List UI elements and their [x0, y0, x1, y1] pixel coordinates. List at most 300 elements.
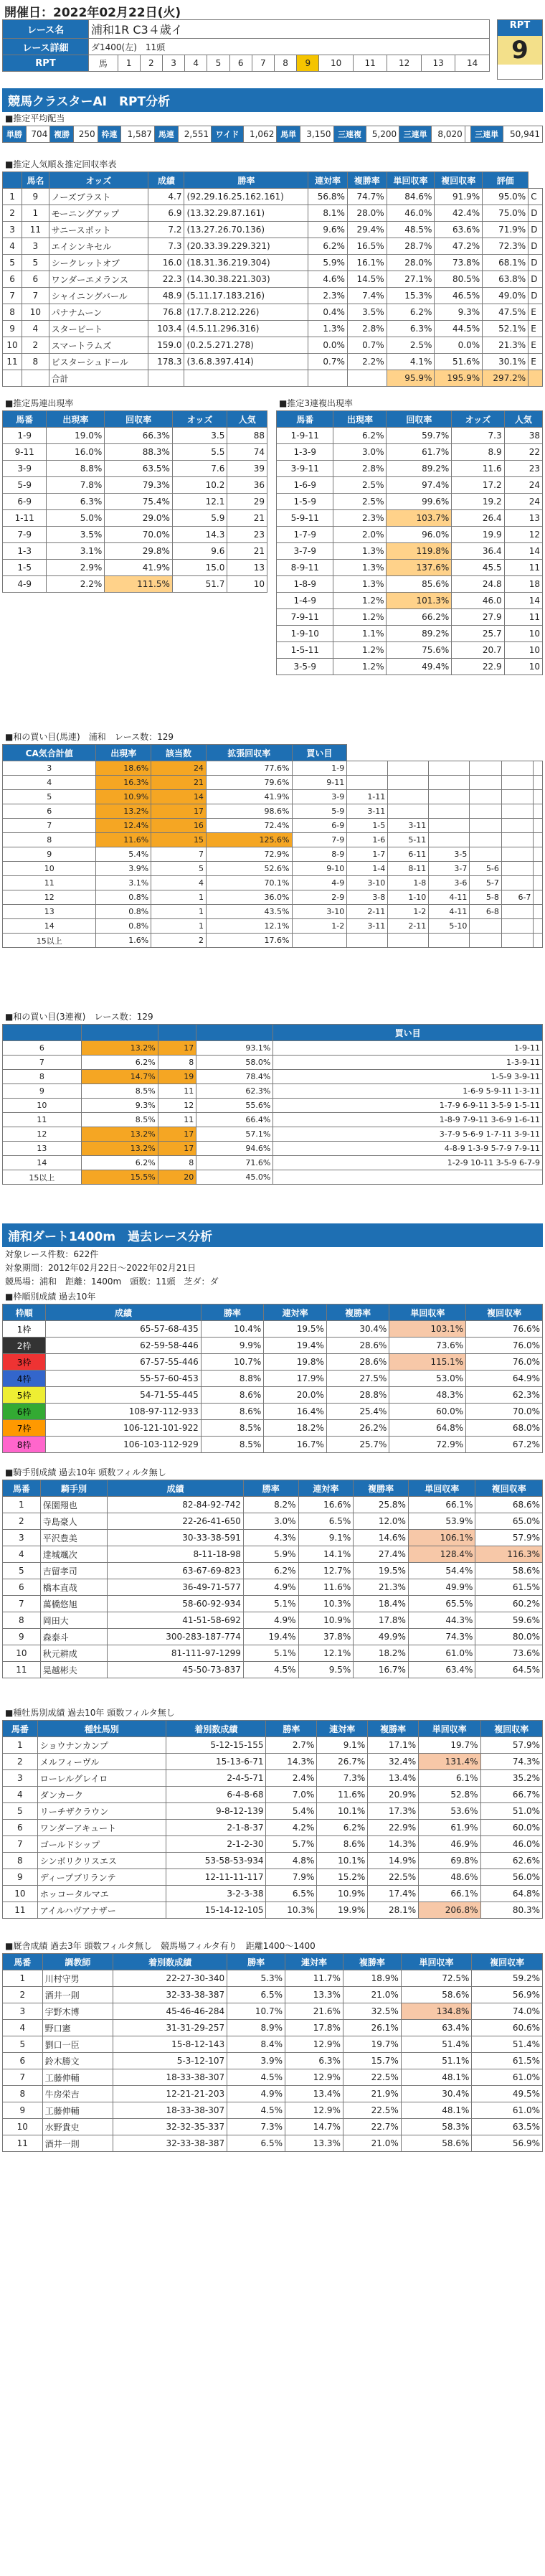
table-cell: 89.2%	[387, 626, 452, 642]
table-row	[3, 1853, 543, 1869]
table-cell: 64.9%	[466, 1371, 543, 1387]
table-cell: 57.9%	[480, 1737, 542, 1754]
table-cell: 79.6%	[206, 776, 292, 790]
table-cell: 10	[3, 2119, 43, 2135]
table-cell: 3.5%	[347, 304, 387, 321]
table-cell: 7	[3, 2069, 43, 2086]
table-cell: 76.8	[148, 304, 184, 321]
table-cell: 5	[3, 255, 22, 271]
table-cell: 6.2%	[243, 1563, 298, 1579]
table-cell: 10	[227, 576, 267, 593]
table-cell: 0.0%	[308, 337, 348, 354]
table-cell	[529, 370, 543, 387]
table-cell: 19.7%	[343, 2036, 401, 2053]
table-cell: D	[529, 222, 543, 238]
table-cell: 36.4	[452, 543, 504, 560]
table-cell: 43.5%	[206, 905, 292, 919]
table-cell	[347, 934, 388, 948]
table-cell: 53.0%	[389, 1371, 466, 1387]
rpt-cell: 6	[229, 55, 252, 72]
rpt-cell: 5	[207, 55, 229, 72]
column-header: オッズ	[172, 411, 227, 428]
table-cell: 5.9	[172, 510, 227, 527]
table-cell: 17.8%	[354, 1612, 409, 1629]
table-cell: 19.0%	[47, 428, 105, 444]
table-cell: 74.7%	[347, 189, 387, 205]
table-cell: 17	[151, 804, 207, 819]
table-row	[3, 1070, 543, 1084]
table-cell: 22.5%	[368, 1869, 419, 1886]
table-cell: 1-8	[388, 876, 429, 890]
table-cell: 66.2%	[387, 609, 452, 626]
column-header: 成績	[46, 1305, 202, 1321]
table-cell: 54-71-55-445	[46, 1387, 202, 1404]
table-cell: 46.0%	[480, 1836, 542, 1853]
table-cell: 11	[158, 1113, 196, 1127]
table-cell	[501, 790, 534, 804]
rpt-cell: 2	[140, 55, 162, 72]
table-cell: 24	[504, 477, 542, 494]
table-cell: 1-8-9	[277, 576, 333, 593]
table-row	[3, 1338, 543, 1354]
table-row	[3, 1662, 543, 1678]
table-cell: モーニングアップ	[49, 205, 148, 222]
table-cell: 18.9%	[343, 1970, 401, 1987]
table-cell: 1	[3, 1497, 41, 1513]
table-cell: 1-4-9	[277, 593, 333, 609]
table-cell: 21.6%	[285, 2003, 343, 2020]
table-cell: 9-11	[292, 776, 347, 790]
table-cell: 46.9%	[419, 1836, 480, 1853]
table-cell: 60.0%	[480, 1820, 542, 1836]
table-cell: 21.3%	[354, 1579, 409, 1596]
table-cell: 68.1%	[483, 255, 529, 271]
table-cell: 49.4%	[387, 659, 452, 675]
table-cell: 3-2-3-38	[166, 1886, 266, 1902]
table-cell: スマートラムズ	[49, 337, 148, 354]
table-row	[3, 1629, 543, 1645]
table-cell: 72.9%	[206, 847, 292, 862]
table-row	[3, 461, 267, 477]
table-cell: シンボリクリスエス	[37, 1853, 166, 1869]
table-cell: 94.6%	[196, 1142, 273, 1156]
table-cell: 52.6%	[206, 862, 292, 876]
table-cell: 3-7	[429, 862, 470, 876]
table-cell: 14.3%	[266, 1754, 317, 1770]
table-cell: 5	[22, 255, 49, 271]
table-cell: 16.3%	[96, 776, 151, 790]
table-cell: 84.6%	[387, 189, 435, 205]
table-cell: 6	[3, 1041, 82, 1056]
table-cell: 8.9	[452, 444, 504, 461]
table-row	[3, 354, 543, 370]
table-cell: 酒井一則	[42, 1987, 113, 2003]
table-cell: 22.9%	[368, 1820, 419, 1836]
table-cell: 6.2%	[333, 428, 387, 444]
table-cell: 44.3%	[408, 1612, 475, 1629]
table-cell: 6.2%	[308, 238, 348, 255]
table-cell: 51.7	[172, 576, 227, 593]
table-cell: 6.5%	[227, 1987, 285, 2003]
table-cell: 19.2	[452, 494, 504, 510]
table-cell: 23	[504, 461, 542, 477]
table-cell: 6.2%	[317, 1820, 368, 1836]
table-row	[3, 804, 543, 819]
table-cell: 32.4%	[368, 1754, 419, 1770]
table-cell: 2.5%	[333, 477, 387, 494]
table-row	[277, 510, 543, 527]
table-cell: 10.4%	[201, 1321, 264, 1338]
table-cell: ビスターシュドール	[49, 354, 148, 370]
table-cell: 8.8%	[47, 461, 105, 477]
table-cell: 13.2%	[81, 1041, 158, 1056]
table-cell: 8	[3, 2086, 43, 2102]
table-cell: 1-6-9 5-9-11 1-3-11	[273, 1084, 543, 1099]
table-cell: (4.5.11.296.316)	[184, 321, 308, 337]
table-row	[3, 1820, 543, 1836]
table-cell: 5.7%	[266, 1836, 317, 1853]
column-header: 調教師	[42, 1954, 113, 1970]
table-cell: 3.9%	[96, 862, 151, 876]
table-cell: 15.3%	[387, 288, 435, 304]
table-cell: 106-103-112-929	[46, 1437, 202, 1453]
table-cell: 1.3%	[333, 560, 387, 576]
table-cell: 16.0%	[47, 444, 105, 461]
table-cell: 14.3%	[368, 1836, 419, 1853]
column-header: 単回収率	[408, 1480, 475, 1497]
table-cell: 25.8%	[354, 1497, 409, 1513]
table-cell: 4枠	[3, 1371, 46, 1387]
table-row	[3, 1142, 543, 1156]
table-cell: 47.5%	[483, 304, 529, 321]
table-cell: 8	[158, 1056, 196, 1070]
table-cell: 26.2%	[326, 1420, 389, 1437]
table-cell: 26.4	[452, 510, 504, 527]
table-cell: E	[529, 337, 543, 354]
table-cell: 4	[3, 1787, 38, 1803]
table-cell: 0.8%	[96, 905, 151, 919]
table-cell: 19.5%	[354, 1563, 409, 1579]
column-header: 買い目	[292, 745, 347, 761]
table-cell: 1	[3, 1970, 43, 1987]
table-cell: 12.9%	[285, 2036, 343, 2053]
table-cell: 22-27-30-340	[113, 1970, 227, 1987]
table-cell: 10.9%	[96, 790, 151, 804]
table-cell: D	[529, 271, 543, 288]
payout-label: 三連複	[333, 126, 366, 143]
table-cell: 56.0%	[480, 1869, 542, 1886]
table-cell: 7.3%	[317, 1770, 368, 1787]
table-cell: 6	[3, 804, 96, 819]
table-cell: 6.9	[148, 205, 184, 222]
table-cell: 103.7%	[387, 510, 452, 527]
table-cell: 3-11	[347, 804, 388, 819]
table-cell: 1-9-11	[273, 1041, 543, 1056]
table-cell: 27.1%	[387, 271, 435, 288]
table-cell: 5.9%	[308, 255, 348, 271]
table-cell: 53-58-53-934	[166, 1853, 266, 1869]
trio-section	[2, 1005, 543, 1185]
column-header: オッズ	[452, 411, 504, 428]
race-header	[2, 19, 543, 109]
table-cell: 8	[3, 833, 96, 847]
table-cell: 4	[3, 238, 22, 255]
table-cell: 22.5%	[343, 2102, 401, 2119]
table-cell: 51.4%	[472, 2036, 543, 2053]
table-cell: 9	[3, 1084, 82, 1099]
table-cell: (92.29.16.25.162.161)	[184, 189, 308, 205]
table-cell: 7.4%	[347, 288, 387, 304]
table-cell: 8	[3, 1853, 38, 1869]
table-cell: 32-32-35-337	[113, 2119, 227, 2135]
race-detail: ダ1400(左) 11頭	[89, 39, 490, 55]
payout-label: ワイド	[212, 126, 244, 143]
table-cell: 0.4%	[308, 304, 348, 321]
table-cell: 4.9%	[243, 1612, 298, 1629]
table-cell: 66.1%	[408, 1497, 475, 1513]
table-cell: 65.5%	[408, 1596, 475, 1612]
table-row	[3, 2069, 543, 2086]
table-cell: 80.5%	[435, 271, 483, 288]
payout-value: 250	[73, 126, 98, 143]
table-row	[3, 876, 543, 890]
table-cell: 59.2%	[472, 1970, 543, 1987]
table-row	[3, 1497, 543, 1513]
table-cell: 61.0%	[472, 2069, 543, 2086]
table-cell: 10	[504, 626, 542, 642]
table-cell: 6.5%	[227, 2135, 285, 2152]
table-cell: (13.27.26.70.136)	[184, 222, 308, 238]
table-cell: 1-7	[347, 847, 388, 862]
table-cell: 1-3	[3, 543, 47, 560]
table-cell: 19.9	[452, 527, 504, 543]
table-row	[3, 271, 543, 288]
table-cell: 103.4	[148, 321, 184, 337]
table-row	[3, 1737, 543, 1754]
table-cell: 1-9-11	[277, 428, 333, 444]
table-cell: 5-9	[292, 804, 347, 819]
table-cell: 9	[22, 189, 49, 205]
table-cell: 128.4%	[408, 1546, 475, 1563]
table-cell: 8-9	[292, 847, 347, 862]
table-cell: 48.1%	[401, 2102, 472, 2119]
table-cell: 28.0%	[347, 205, 387, 222]
table-cell: 13.2%	[96, 804, 151, 819]
table-row	[3, 428, 267, 444]
table-row	[3, 919, 543, 934]
table-cell: サニースポット	[49, 222, 148, 238]
table-row	[3, 1612, 543, 1629]
column-header: 勝率	[266, 1721, 317, 1737]
table-cell: 14.1%	[298, 1546, 354, 1563]
table-cell: 12	[3, 1127, 82, 1142]
table-cell: 61.0%	[472, 2102, 543, 2119]
table-cell: 5-10	[429, 919, 470, 934]
table-cell: 30.1%	[483, 354, 529, 370]
table-cell: 88.3%	[105, 444, 173, 461]
table-cell: 32.5%	[343, 2003, 401, 2020]
table-cell: 53.6%	[419, 1803, 480, 1820]
table-cell	[3, 370, 22, 387]
table-cell	[470, 790, 502, 804]
payout-caption: ■推定平均配当	[5, 113, 65, 123]
table-cell: 19.4%	[264, 1338, 327, 1354]
table-cell: 1.3%	[333, 543, 387, 560]
table-row	[3, 189, 543, 205]
table-cell: 5-3-12-107	[113, 2053, 227, 2069]
column-header: 出現率	[333, 411, 387, 428]
table-cell: 11	[22, 222, 49, 238]
table-cell: 95.0%	[483, 189, 529, 205]
rpt-cell: 1	[118, 55, 140, 72]
table-cell: 4.6%	[308, 271, 348, 288]
table-cell: 62-59-58-446	[46, 1338, 202, 1354]
table-row	[277, 461, 543, 477]
table-cell: 6.2%	[81, 1156, 158, 1170]
table-cell: アイルハヴアナザー	[37, 1902, 166, 1919]
table-cell: 89.2%	[387, 461, 452, 477]
course-title: 浦和ダート1400m 過去レース分析	[2, 1223, 543, 1247]
table-cell: 8	[3, 1612, 41, 1629]
table-cell: 2.8%	[333, 461, 387, 477]
table-cell: 2-11	[388, 919, 429, 934]
table-cell	[501, 876, 534, 890]
table-cell: 41-51-58-692	[108, 1612, 244, 1629]
table-cell: 28.1%	[368, 1902, 419, 1919]
column-header: 複回収率	[472, 1954, 543, 1970]
table-cell: 3-7-9	[277, 543, 333, 560]
table-cell	[501, 776, 534, 790]
table-row	[3, 1354, 543, 1371]
table-cell: 95.9%	[387, 370, 435, 387]
table-cell: 116.3%	[475, 1546, 543, 1563]
table-cell: 11	[3, 354, 22, 370]
table-cell: 15.5%	[81, 1170, 158, 1185]
table-cell: 30-33-38-591	[108, 1530, 244, 1546]
table-cell: 62.3%	[196, 1084, 273, 1099]
table-cell: (18.31.36.219.304)	[184, 255, 308, 271]
table-cell: 1.2%	[333, 609, 387, 626]
table-cell: 17	[158, 1127, 196, 1142]
table-cell: 1-4	[347, 862, 388, 876]
table-cell: 5.0%	[47, 510, 105, 527]
table-cell: 10	[504, 659, 542, 675]
payout-value: 5,200	[366, 126, 399, 143]
table-cell: 4-9	[3, 576, 47, 593]
table-row	[3, 1156, 543, 1170]
table-cell: 4-11	[429, 890, 470, 905]
est-trio-section	[276, 391, 543, 675]
column-header: 該当数	[151, 745, 207, 761]
table-row	[3, 1546, 543, 1563]
table-cell	[429, 776, 470, 790]
column-header: 複勝率	[354, 1480, 409, 1497]
table-cell: 14	[151, 790, 207, 804]
table-cell: 21	[227, 543, 267, 560]
table-cell: 10	[3, 337, 22, 354]
table-cell: 28.0%	[387, 255, 435, 271]
table-cell: 17.1%	[368, 1737, 419, 1754]
column-header: 複勝率	[368, 1721, 419, 1737]
table-cell: 16	[151, 819, 207, 833]
payout-label: 三連単	[470, 126, 503, 143]
table-cell: 3.1%	[96, 876, 151, 890]
table-cell: 12.7%	[298, 1563, 354, 1579]
table-row	[3, 819, 543, 833]
table-cell: 9.5%	[298, 1662, 354, 1678]
table-cell: 17	[158, 1142, 196, 1156]
table-cell: 4.8%	[266, 1853, 317, 1869]
table-cell: 159.0	[148, 337, 184, 354]
trainer-caption: ■厩舎成績 過去3年 頭数フィルタ無し 競馬場フィルタ有り 距離1400～1400	[5, 1941, 316, 1951]
table-cell: 119.8%	[387, 543, 452, 560]
table-row	[3, 1645, 543, 1662]
column-header: 馬番	[3, 1954, 43, 1970]
table-cell: 1-9	[3, 428, 47, 444]
table-cell: 5-12-15-155	[166, 1737, 266, 1754]
table-cell: 8.2%	[243, 1497, 298, 1513]
page-date: 開催日：2022年02月22日(火)	[4, 6, 181, 20]
payout-value: 1,587	[121, 126, 155, 143]
table-cell: 1-5-9	[277, 494, 333, 510]
table-cell: 8.6%	[201, 1387, 264, 1404]
table-row	[277, 593, 543, 609]
table-cell: 5-7	[470, 876, 502, 890]
table-cell: ワンダーアキュート	[37, 1820, 166, 1836]
table-cell: 13.2%	[81, 1127, 158, 1142]
table-cell	[470, 761, 502, 776]
table-cell: 5-11	[388, 833, 429, 847]
table-cell: 1.6%	[96, 934, 151, 948]
table-cell: 7	[3, 819, 96, 833]
table-cell: 4	[3, 2020, 43, 2036]
table-cell	[308, 370, 348, 387]
table-cell: 45-50-73-837	[108, 1662, 244, 1678]
table-cell: 88	[227, 428, 267, 444]
table-cell: 63.5%	[105, 461, 173, 477]
table-cell: 11.6%	[317, 1787, 368, 1803]
table-cell: 60.6%	[472, 2020, 543, 2036]
column-header: 単回収率	[401, 1954, 472, 1970]
table-cell: 28.6%	[326, 1338, 389, 1354]
table-cell: 6	[3, 2053, 43, 2069]
table-row	[277, 560, 543, 576]
table-cell: 22.3	[148, 271, 184, 288]
table-cell: 8	[3, 304, 22, 321]
table-cell: 10.1%	[317, 1803, 368, 1820]
quinella-section	[2, 725, 543, 948]
table-cell: 1-9	[292, 761, 347, 776]
table-cell	[501, 919, 534, 934]
table-cell: 17	[158, 1041, 196, 1056]
table-cell: 3.5%	[47, 527, 105, 543]
table-cell: 17.9%	[264, 1371, 327, 1387]
table-cell: 4.1%	[387, 354, 435, 370]
table-cell: 6-11	[388, 847, 429, 862]
est-quinella-caption: ■推定馬連出現率	[5, 398, 74, 408]
table-cell: 51.1%	[401, 2053, 472, 2069]
table-cell: 22-26-41-650	[108, 1513, 244, 1530]
table-cell: 19.8%	[264, 1354, 327, 1371]
table-cell: 18.2%	[264, 1420, 327, 1437]
table-cell: 16.7%	[264, 1437, 327, 1453]
quinella-caption: ■和の買い目(馬連) 浦和 レース数：129	[5, 732, 174, 742]
table-cell: 達城颯次	[40, 1546, 108, 1563]
table-cell: 46.5%	[435, 288, 483, 304]
column-header	[3, 172, 22, 189]
table-cell: 21.3%	[483, 337, 529, 354]
table-cell: ゴールドシップ	[37, 1836, 166, 1853]
